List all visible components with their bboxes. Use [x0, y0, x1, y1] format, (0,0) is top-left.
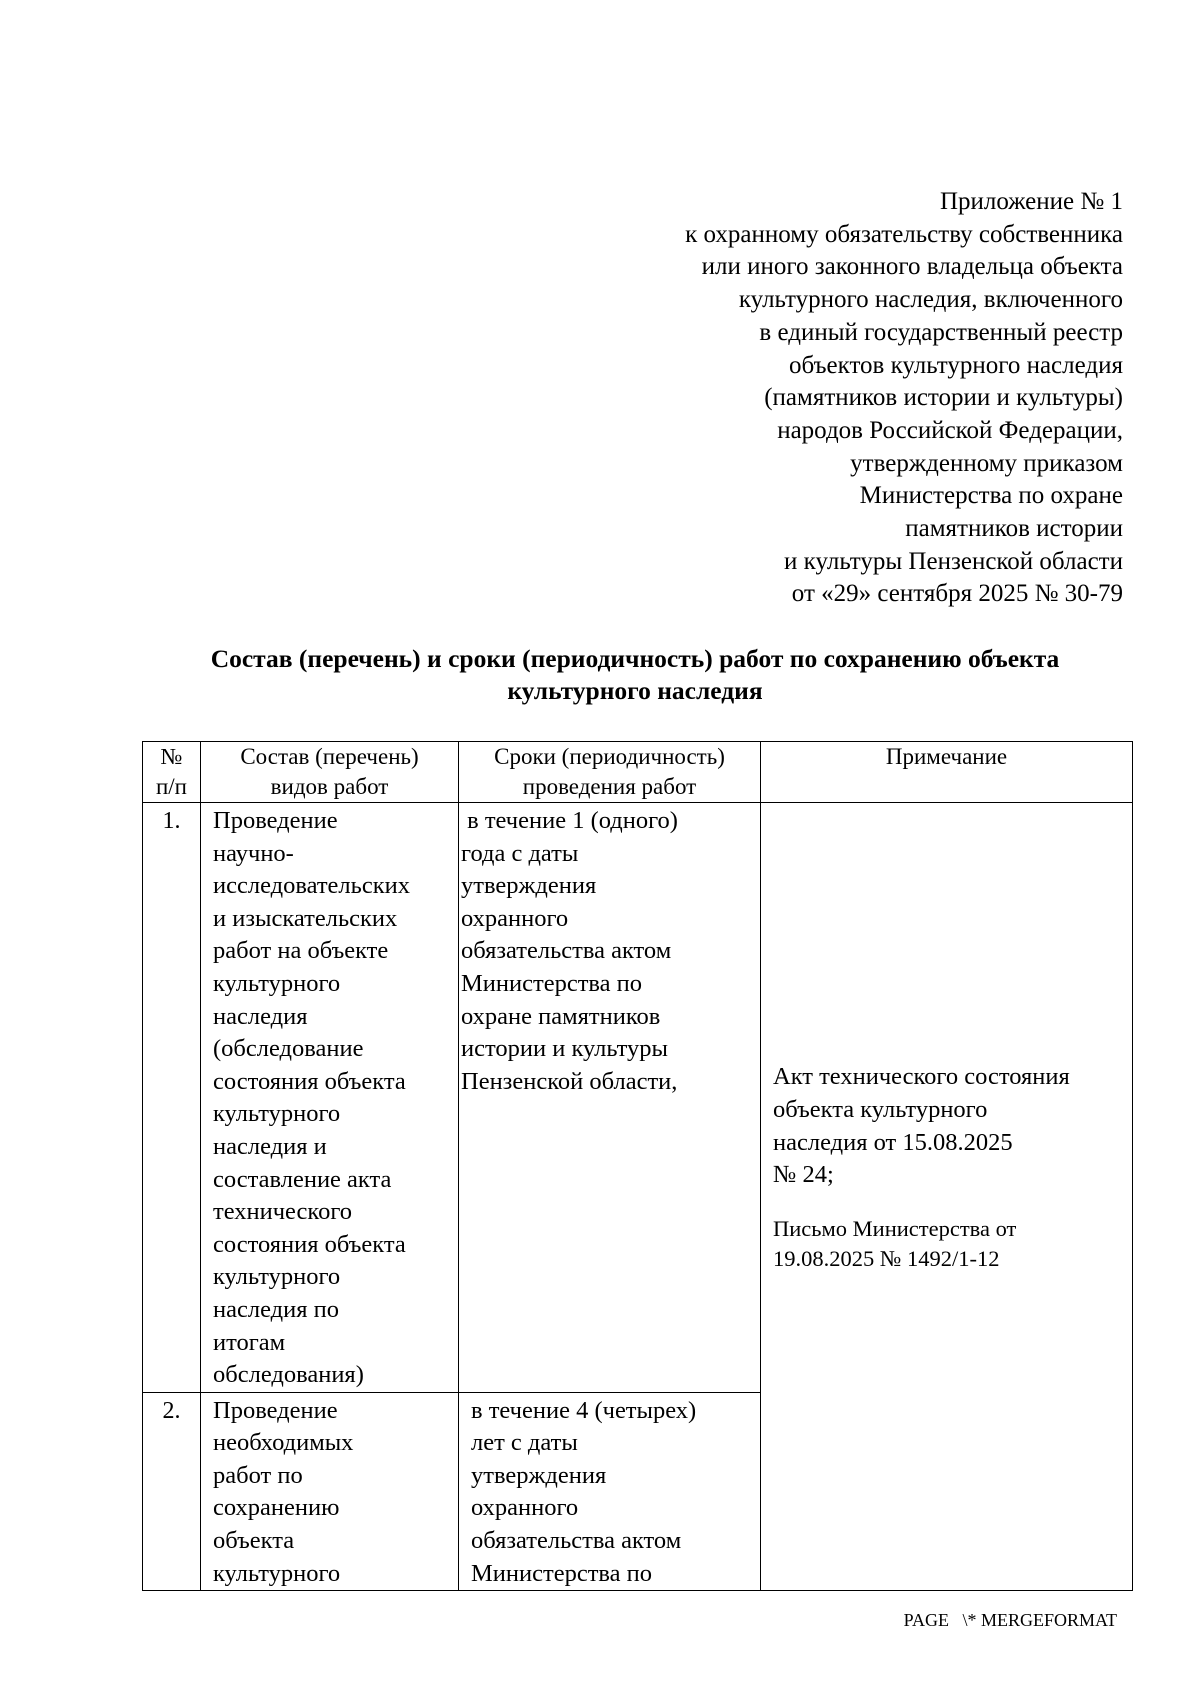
terms-cell: в течение 1 (одного) года с даты утверждения охранного обязательства актом Министерства по охране памятников истории и культуры Пензенской области,	[459, 803, 761, 1393]
note-cell	[761, 803, 1133, 1591]
header-works: Состав (перечень) видов работ	[201, 742, 459, 803]
row-number: 2.	[143, 1392, 201, 1591]
works-table	[142, 741, 1133, 1591]
header-note: Примечание	[761, 742, 1133, 803]
document-title	[120, 643, 1150, 707]
page-number-field: PAGE \* MERGEFORMAT	[903, 1610, 1117, 1630]
appendix-line: народов Российской Федерации,	[777, 416, 1123, 444]
title-line: культурного наследия	[507, 676, 763, 705]
appendix-line: от «29» сентября 2025 № 30-79	[791, 580, 1123, 608]
table-row	[143, 803, 1133, 1393]
appendix-line: или иного законного владельца объекта	[701, 253, 1123, 281]
title-line: Состав (перечень) и сроки (периодичность) работ по сохранению объекта	[210, 644, 1060, 673]
appendix-line: в единый государственный реестр	[759, 318, 1123, 346]
header-num: № п/п	[143, 742, 201, 803]
appendix-block	[685, 186, 1123, 611]
works-cell: Проведение научно- исследовательских и изыскательских работ на объекте культурного наследия (обследование состояния объекта культурного наследия и составление акта технического состояния объекта культурного наследия по итогам обследования)	[201, 803, 459, 1393]
appendix-line: объектов культурного наследия	[789, 351, 1123, 379]
appendix-line: памятников истории	[905, 515, 1123, 543]
table-header-row	[143, 742, 1133, 803]
row-number: 1.	[143, 803, 201, 1393]
works-cell: Проведение необходимых работ по сохранению объекта культурного	[201, 1392, 459, 1591]
appendix-line: Приложение № 1	[939, 188, 1123, 215]
note-act: Акт технического состояния объекта культурного наследия от 15.08.2025 № 24;	[773, 1063, 1070, 1189]
appendix-line: утвержденному приказом	[850, 449, 1123, 477]
appendix-line: к охранному обязательству собственника	[685, 220, 1123, 248]
appendix-line: культурного наследия, включенного	[738, 286, 1123, 314]
appendix-line: и культуры Пензенской области	[784, 547, 1123, 575]
note-letter: Письмо Министерства от 19.08.2025 № 1492/1-12	[773, 1215, 1017, 1271]
appendix-line: (памятников истории и культуры)	[764, 384, 1123, 412]
appendix-line: Министерства по охране	[859, 482, 1123, 510]
header-terms: Сроки (периодичность) проведения работ	[459, 742, 761, 803]
terms-cell: в течение 4 (четырех) лет с даты утверждения охранного обязательства актом Министерства по	[459, 1392, 761, 1591]
